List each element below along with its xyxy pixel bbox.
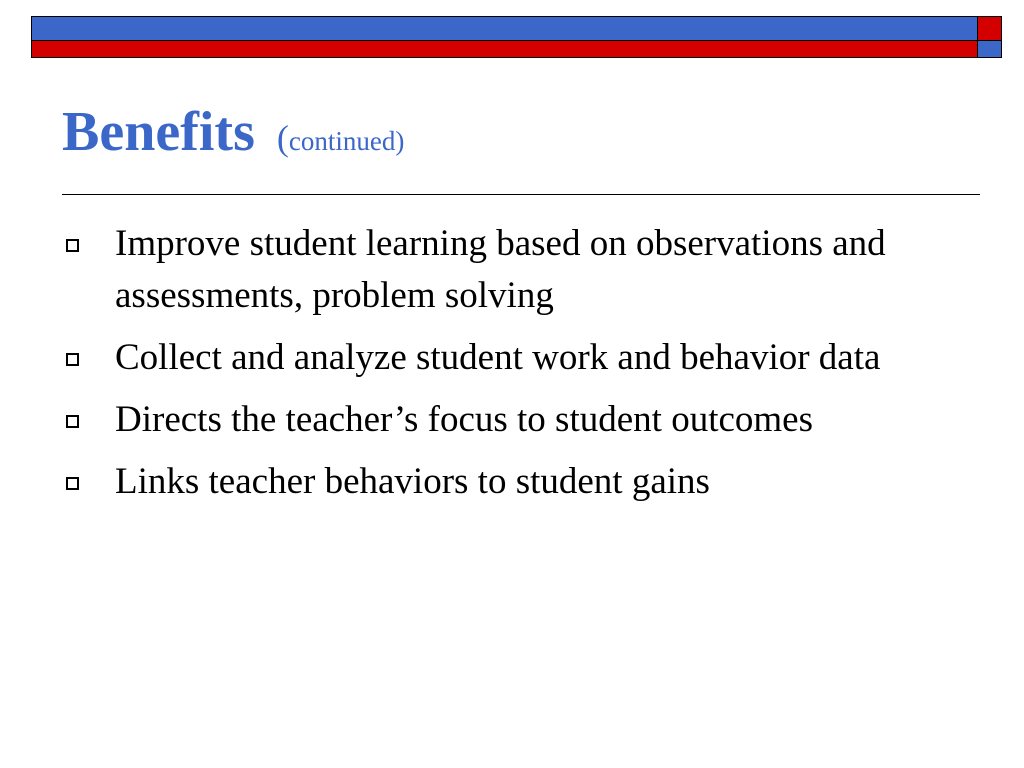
- bullet-item: [66, 456, 946, 508]
- hollow-square-icon: [66, 353, 79, 366]
- bullet-list: [66, 218, 946, 518]
- bullet-item: [66, 218, 946, 322]
- bullet-text: Collect and analyze student work and behavior data: [115, 337, 881, 378]
- bullet-text: Improve student learning based on observations and assessments, problem solving: [115, 223, 886, 316]
- hollow-square-icon: [66, 415, 79, 428]
- hollow-square-icon: [66, 239, 79, 252]
- hollow-square-icon: [66, 477, 79, 490]
- bullet-text: Directs the teacher’s focus to student outcomes: [115, 399, 813, 440]
- slide-title-subtitle: continued): [288, 126, 405, 156]
- header-red-bar: [32, 41, 978, 57]
- header-blue-square: [978, 41, 1001, 57]
- bullet-text: Links teacher behaviors to student gains: [115, 461, 710, 502]
- header-color-bars: [31, 16, 1002, 58]
- slide-title-paren: (: [276, 118, 289, 158]
- header-red-square: [978, 17, 1001, 41]
- bullet-item: [66, 394, 946, 446]
- slide-title-main: Benefits: [62, 101, 255, 163]
- header-blue-bar: [32, 17, 978, 41]
- title-divider: [62, 194, 980, 195]
- bullet-item: [66, 332, 946, 384]
- slide-title: [62, 98, 404, 175]
